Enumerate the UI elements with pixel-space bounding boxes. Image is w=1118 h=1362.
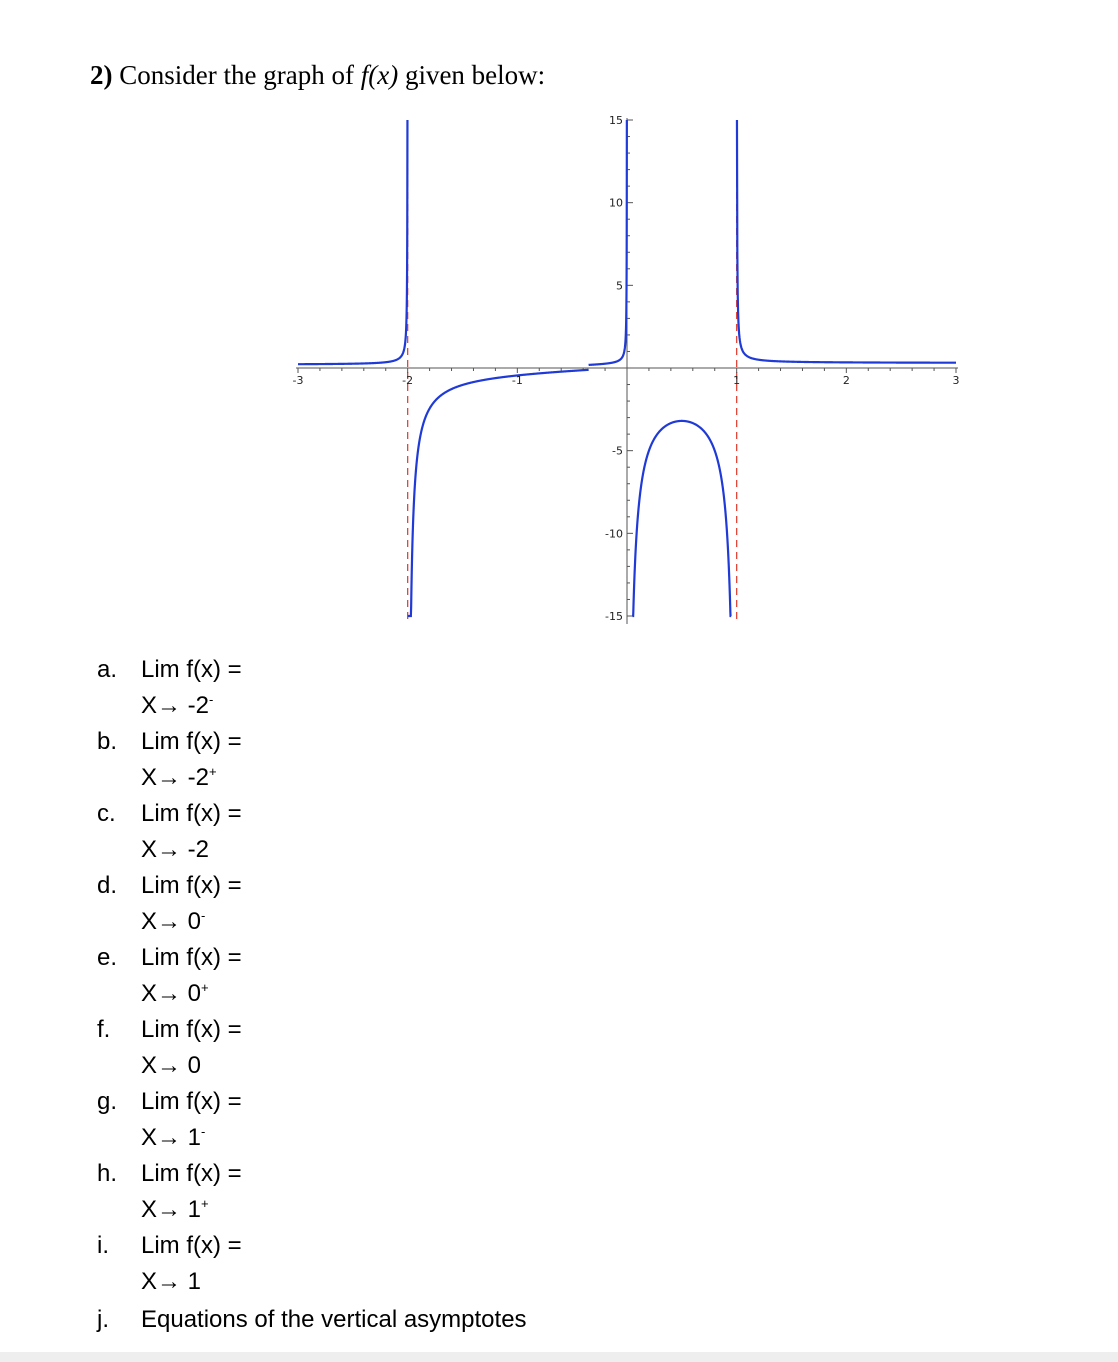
x-tick-label: 1 [733,374,741,387]
limit-expression: Lim f(x) = [141,944,242,971]
limit-approach: X→ 1 [141,1268,202,1295]
curve-branch-right [737,120,956,363]
question-letter: b. [97,728,118,755]
limit-expression: Lim f(x) = [141,1088,242,1115]
limit-approach: X→ 1+ [141,1196,209,1223]
x-tick-label: -1 [511,374,523,387]
page-bottom-edge [0,1352,1118,1362]
limit-approach: X→ -2 [141,836,210,863]
limit-approach: X→ 0+ [141,980,209,1007]
y-tick-label: -10 [605,527,623,541]
limit-approach: X→ -2- [141,692,214,719]
question-letter: d. [97,872,118,899]
problem-number: 2) [90,60,113,90]
heading-function-arg: (x) [368,60,399,90]
function-graph [0,0,1118,640]
y-tick-label: 5 [616,279,623,293]
question-letter: c. [97,800,116,827]
question-text: Equations of the vertical asymptotes [141,1306,527,1333]
approach-side: - [201,908,206,923]
approach-side: + [201,980,209,995]
limit-expression: Lim f(x) = [141,800,242,827]
y-tick-label: 10 [609,196,623,210]
curve-branch-middle-a [408,370,589,616]
y-tick-label: -15 [605,610,623,623]
limit-expression: Lim f(x) = [141,1016,242,1043]
x-tick-label: 2 [842,374,850,387]
limit-approach: X→ 1- [141,1124,206,1151]
y-tick-label: -5 [612,444,623,458]
question-letter: g. [97,1088,118,1115]
heading-text-before: Consider the graph of [119,60,354,90]
question-letter: e. [97,944,118,971]
question-letter: i. [97,1232,109,1259]
limit-approach: X→ 0 [141,1052,202,1079]
limit-approach: X→ -2+ [141,764,217,791]
limit-expression: Lim f(x) = [141,656,242,683]
curve-branch-arch [632,421,731,616]
limit-expression: Lim f(x) = [141,1160,242,1187]
question-letter: h. [97,1160,118,1187]
limit-expression: Lim f(x) = [141,728,242,755]
limit-expression: Lim f(x) = [141,872,242,899]
x-tick-label: -3 [292,374,304,387]
heading-text-after: given below: [404,60,546,90]
y-tick-label: 15 [609,114,623,127]
x-tick-label: 3 [952,374,960,387]
limit-expression: Lim f(x) = [141,1232,242,1259]
heading-function-name: f [360,60,369,90]
approach-side: - [209,692,214,707]
approach-side: + [209,764,217,779]
curve-branch-middle-b [589,120,627,365]
question-letter: j. [97,1306,109,1333]
curve-branch-left [298,120,407,364]
question-letter: f. [97,1016,111,1043]
limit-approach: X→ 0- [141,908,206,935]
approach-side: - [201,1124,206,1139]
question-letter: a. [97,656,118,683]
x-tick-label: -2 [402,374,414,387]
approach-side: + [201,1196,209,1211]
